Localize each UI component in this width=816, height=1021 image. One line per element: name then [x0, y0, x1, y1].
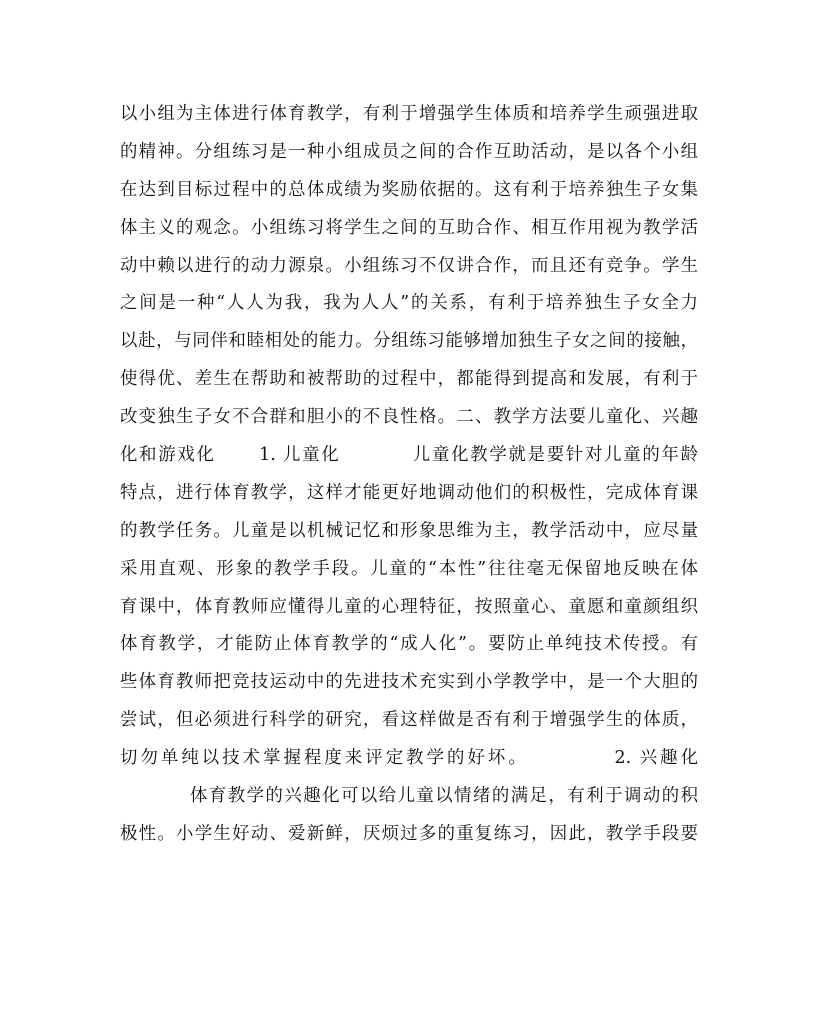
- text-line: 的精神。分组练习是一种小组成员之间的合作互助活动，是以各个小组: [120, 141, 698, 162]
- text-line: 使得优、差生在帮助和被帮助的过程中，都能得到提高和发展，有利于: [120, 369, 698, 390]
- text-line: 改变独生子女不合群和胆小的不良性格。二、教学方法要儿童化、兴趣: [120, 407, 698, 428]
- text-line: 育课中，体育教师应懂得儿童的心理特征，按照童心、童愿和童颜组织: [120, 596, 698, 617]
- text-line: 切勿单纯以技术掌握程度来评定教学的好坏。 2. 兴趣化: [120, 748, 698, 769]
- text-line: 以赴，与同伴和睦相处的能力。分组练习能够增加独生子女之间的接触，: [120, 331, 698, 352]
- text-line: 以小组为主体进行体育教学，有利于增强学生体质和培养学生顽强进取: [120, 104, 698, 124]
- body-text: [120, 96, 698, 854]
- text-line: 动中赖以进行的动力源泉。小组练习不仅讲合作，而且还有竞争。学生: [120, 255, 698, 276]
- text-line: 极性。小学生好动、爱新鲜，厌烦过多的重复练习，因此，教学手段要: [120, 823, 698, 844]
- text-line: 的教学任务。儿童是以机械记忆和形象思维为主，教学活动中，应尽量: [120, 520, 698, 541]
- text-line: 采用直观、形象的教学手段。儿童的“本性”往往毫无保留地反映在体: [120, 558, 698, 579]
- text-line: 尝试，但必须进行科学的研究，看这样做是否有利于增强学生的体质，: [120, 710, 698, 731]
- text-line: 体育教学的兴趣化可以给儿童以情绪的满足，有利于调动的积: [190, 786, 698, 807]
- text-line: 特点，进行体育教学，这样才能更好地调动他们的积极性，完成体育课: [120, 482, 698, 503]
- text-line: 化和游戏化 1. 儿童化 儿童化教学就是要针对儿童的年龄: [120, 445, 698, 466]
- text-line: 些体育教师把竞技运动中的先进技术充实到小学教学中，是一个大胆的: [120, 672, 698, 693]
- text-line: 之间是一种“人人为我，我为人人”的关系，有利于培养独生子女全力: [120, 293, 698, 314]
- text-line: 在达到目标过程中的总体成绩为奖励依据的。这有利于培养独生子女集: [120, 179, 698, 200]
- text-line: 体育教学，才能防止体育教学的“成人化”。要防止单纯技术传授。有: [120, 634, 698, 655]
- text-line: 体主义的观念。小组练习将学生之间的互助合作、相互作用视为教学活: [120, 217, 698, 238]
